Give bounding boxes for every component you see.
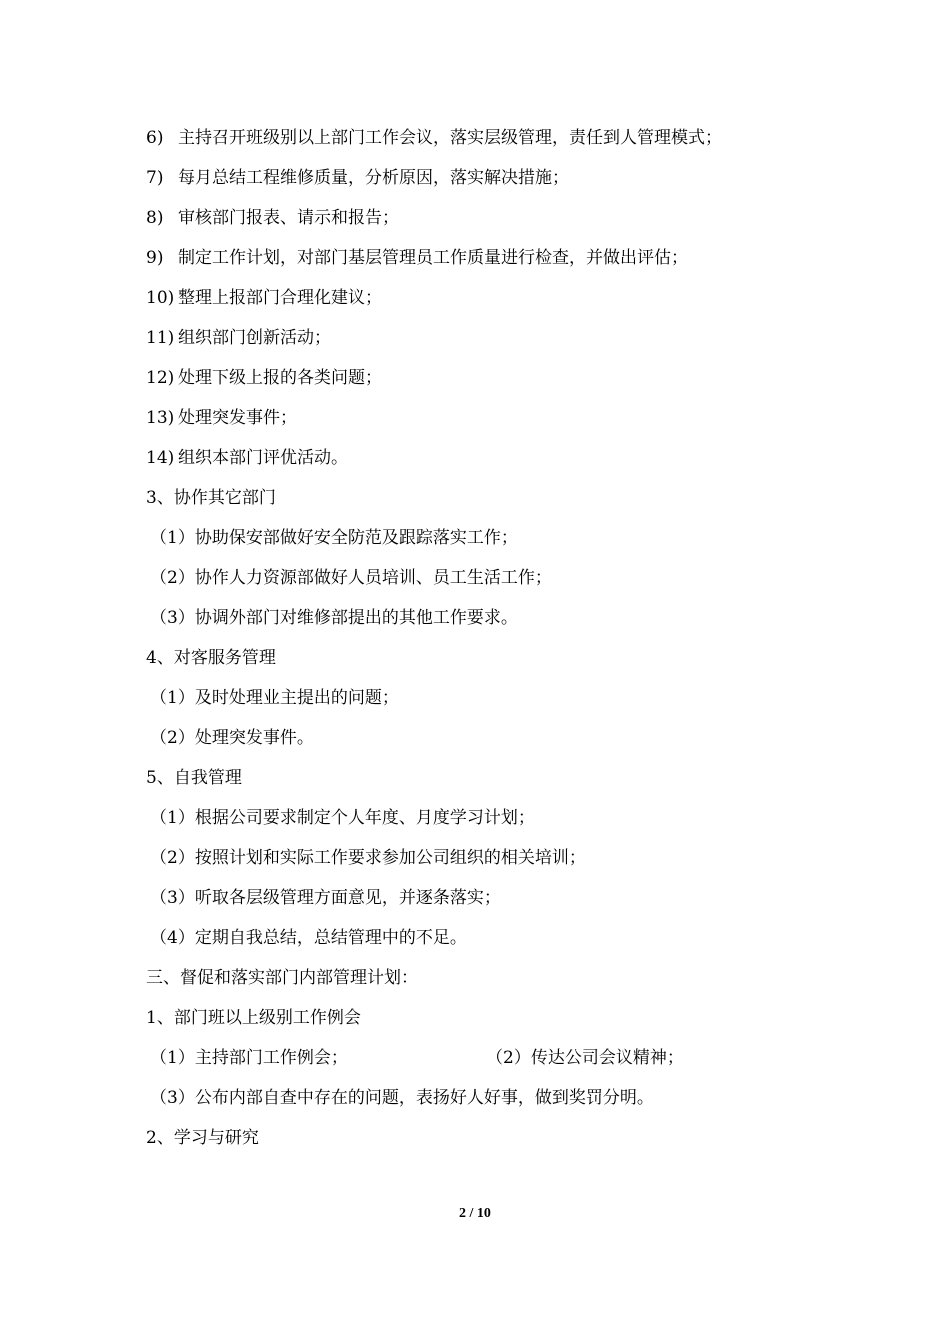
list-item: （4）定期自我总结，总结管理中的不足。 bbox=[150, 928, 467, 948]
duty-text: 每月总结工程维修质量，分析原因，落实解决措施； bbox=[178, 168, 569, 188]
list-item-row bbox=[150, 1047, 348, 1069]
subsection-heading: 1、部门班以上级别工作例会 bbox=[146, 1008, 361, 1028]
duty-text: 处理下级上报的各类问题； bbox=[178, 368, 382, 388]
list-item: （1）主持部门工作例会； bbox=[150, 1048, 348, 1068]
list-item: （2）协作人力资源部做好人员培训、员工生活工作； bbox=[150, 568, 552, 588]
duty-number: 13) bbox=[146, 408, 175, 428]
list-item: （2）传达公司会议精神； bbox=[486, 1048, 684, 1068]
list-item: （2）处理突发事件。 bbox=[150, 728, 314, 748]
duty-text: 组织本部门评优活动。 bbox=[178, 448, 348, 468]
duty-text: 主持召开班级别以上部门工作会议，落实层级管理，责任到人管理模式； bbox=[178, 128, 722, 148]
duty-text: 处理突发事件； bbox=[178, 408, 297, 428]
duty-item bbox=[146, 127, 722, 149]
duty-number: 14) bbox=[146, 448, 175, 468]
list-item: （1）协助保安部做好安全防范及跟踪落实工作； bbox=[150, 528, 518, 548]
duty-item bbox=[146, 287, 382, 309]
subsection-heading: 2、学习与研究 bbox=[146, 1128, 259, 1148]
duty-number: 12) bbox=[146, 368, 175, 388]
duty-number: 11) bbox=[146, 328, 175, 348]
list-item: （3）听取各层级管理方面意见，并逐条落实； bbox=[150, 888, 501, 908]
duty-text: 审核部门报表、请示和报告； bbox=[178, 208, 399, 228]
duty-number: 9) bbox=[146, 248, 164, 268]
list-item: （3）公布内部自查中存在的问题，表扬好人好事，做到奖罚分明。 bbox=[150, 1088, 654, 1108]
part-heading: 三、督促和落实部门内部管理计划： bbox=[146, 968, 418, 988]
page-number: 2 / 10 bbox=[459, 1206, 491, 1221]
duty-item bbox=[146, 207, 399, 229]
duty-number: 6) bbox=[146, 128, 164, 148]
duty-number: 10) bbox=[146, 288, 175, 308]
duty-text: 整理上报部门合理化建议； bbox=[178, 288, 382, 308]
duty-number: 8) bbox=[146, 208, 164, 228]
duty-item bbox=[146, 367, 382, 389]
section-heading: 4、对客服务管理 bbox=[146, 648, 276, 668]
duty-item bbox=[146, 247, 688, 269]
duty-text: 制定工作计划，对部门基层管理员工作质量进行检查，并做出评估； bbox=[178, 248, 688, 268]
duty-number: 7) bbox=[146, 168, 164, 188]
duty-item bbox=[146, 167, 569, 189]
list-item: （1）及时处理业主提出的问题； bbox=[150, 688, 399, 708]
section-heading: 3、协作其它部门 bbox=[146, 488, 276, 508]
list-item: （1）根据公司要求制定个人年度、月度学习计划； bbox=[150, 808, 535, 828]
duty-item bbox=[146, 447, 348, 469]
duty-text: 组织部门创新活动； bbox=[178, 328, 331, 348]
duty-item bbox=[146, 407, 297, 429]
list-item: （2）按照计划和实际工作要求参加公司组织的相关培训； bbox=[150, 848, 586, 868]
list-item: （3）协调外部门对维修部提出的其他工作要求。 bbox=[150, 608, 518, 628]
section-heading: 5、自我管理 bbox=[146, 768, 242, 788]
duty-item bbox=[146, 327, 331, 349]
